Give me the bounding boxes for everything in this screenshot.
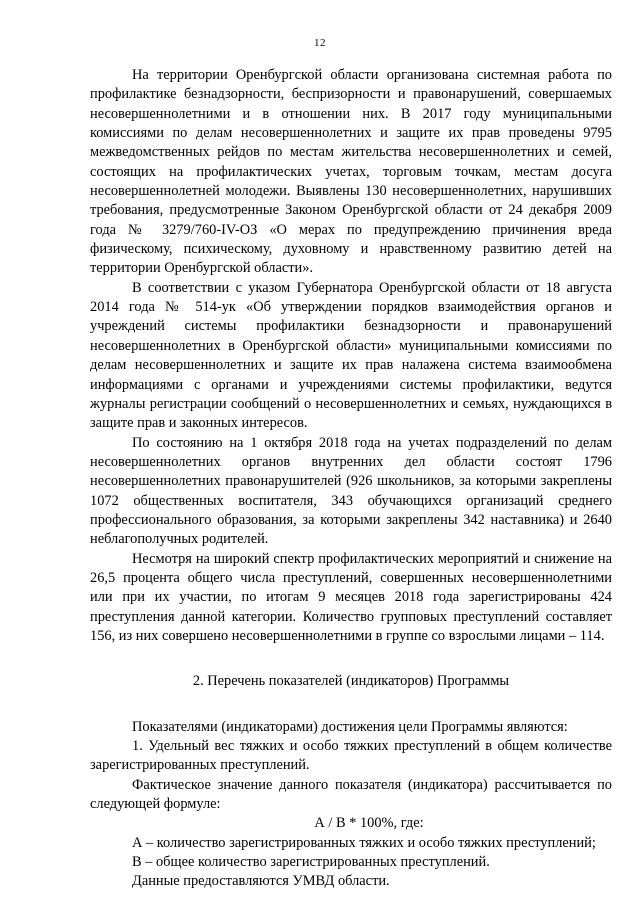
paragraph-prevention-work: На территории Оренбургской области организована системная работа по профилактике безнадзорности, беспризорности и правонарушений, совершаемых несовершеннолетними и в отношении них. В 2017 году муниципальными комиссиями по делам несовершеннолетних и защите их прав проведены 9795 межведомственных рейдов по местам жительства несовершеннолетних и семей, состоящих на профилактических учетах, торговым точкам, местам досуга несовершеннолетней молодежи. Выявлены 130 несовершеннолетних, нарушивших требования, предусмотренные Законом Оренбургской области от 24 декабря 2009 года № 3279/760-IV-ОЗ «О мерах по предупреждению причинения вреда физическому, психическому, духовному и нравственному развитию детей на территории Оренбургской области». <box>90 67 612 277</box>
section-heading: 2. Перечень показателей (индикаторов) Программы <box>192 673 510 690</box>
definition-b: В – общее количество зарегистрированных преступлений. <box>132 854 490 871</box>
formula: А / В * 100%, где: <box>314 815 424 832</box>
data-source-note: Данные предоставляются УМВД области. <box>132 873 390 890</box>
paragraph-indicator-1: 1. Удельный вес тяжких и особо тяжких преступлений в общем количестве зарегистрированных преступлений. <box>90 738 612 774</box>
paragraph-indicators-intro: Показателями (индикаторами) достижения цели Программы являются: <box>132 718 568 735</box>
document-body <box>90 66 612 892</box>
paragraph-formula-intro: Фактическое значение данного показателя (индикатора) рассчитывается по следующей формуле: <box>90 776 612 813</box>
paragraph-registration-stats: По состоянию на 1 октября 2018 года на учетах подразделений по делам несовершеннолетних органов внутренних дел области состоят 1796 несовершеннолетних правонарушителей (926 школьников, за которыми закреплены 1072 общественных воспитателя, 343 обучающихся организаций среднего профессионального образования, за которыми закреплены 342 наставника) и 2640 неблагополучных родителей. <box>90 434 612 548</box>
definition-a: А – количество зарегистрированных тяжких и особо тяжких преступлений; <box>132 834 596 851</box>
page-number: 12 <box>314 37 326 49</box>
paragraph-governor-decree: В соответствии с указом Губернатора Оренбургской области от 18 августа 2014 года № 514-ук «Об утверждении порядков взаимодействия органов и учреждений системы профилактики безнадзорности и правонарушений несовершеннолетних в Оренбургской области» муниципальными комиссиями по делам несовершеннолетних и защите их прав налажена система взаимообмена информациями с органами и учреждениями системы профилактики, ведутся журналы регистрации сообщений о несовершеннолетних и семьях, нуждающихся в защите прав и законных интересов. <box>90 279 612 432</box>
paragraph-crime-stats: Несмотря на широкий спектр профилактических мероприятий и снижение на 26,5 процента общего числа преступлений, совершенных несовершеннолетними или при их участии, по итогам 9 месяцев 2018 года зарегистрированы 424 преступления данной категории. Количество групповых преступлений составляет 156, из них совершено несовершеннолетними в группе со взрослыми лицами – 114. <box>90 550 612 644</box>
